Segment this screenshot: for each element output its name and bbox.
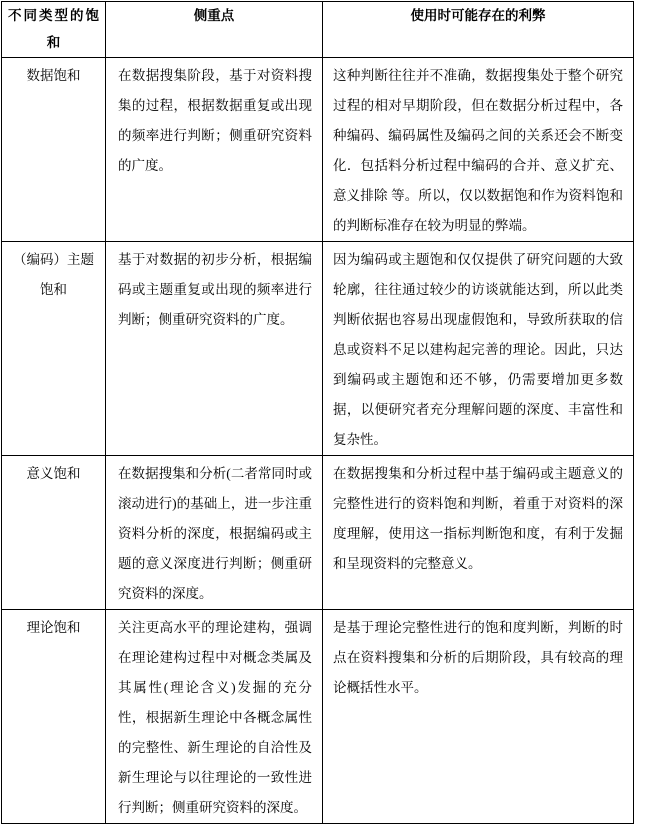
saturation-comparison-table: [1, 1, 634, 824]
column-header-type-label: 不同类型的饱和: [8, 8, 99, 50]
cell-focus-text: 基于对数据的初步分析，根据编码或主题重复或出现的频率进行判断；侧重研究资料的广度。: [118, 252, 312, 327]
cell-issue: [323, 456, 634, 610]
table-header: [2, 2, 634, 58]
table-row: [2, 242, 634, 456]
cell-issue-text: 是基于理论完整性进行的饱和度判断，判断的时点在资料搜集和分析的后期阶段，具有较高的理论概括性水平。: [333, 620, 623, 695]
table-row: [2, 58, 634, 242]
cell-type-text: 理论饱和: [26, 620, 81, 635]
column-header-issue-label: 使用时可能存在的利弊: [410, 8, 546, 23]
cell-issue: [323, 58, 634, 242]
cell-focus: [106, 58, 323, 242]
cell-type-text: （编码）主题饱和: [13, 252, 94, 297]
column-header-issue: [323, 2, 634, 58]
cell-issue: [323, 610, 634, 824]
column-header-focus: [106, 2, 323, 58]
column-header-type: [2, 2, 106, 58]
column-header-focus-label: 侧重点: [193, 8, 235, 23]
cell-issue-text: 这种判断往往并不准确，数据搜集处于整个研究过程的相对早期阶段，但在数据分析过程中，各种编码、编码属性及编码之间的关系还会不断变化．包括料分析过程中编码的合并、意义扩充、意义排除 等。所以，仅以数据饱和作为资料饱和的判断标准存在较为明显的弊端。: [333, 68, 623, 233]
cell-type: [2, 242, 106, 456]
document-page: [0, 1, 649, 815]
cell-focus: [106, 242, 323, 456]
cell-type: [2, 610, 106, 824]
cell-issue-text: 因为编码或主题饱和仅仅提供了研究问题的大致轮廓，往往通过较少的访谈就能达到，所以此类判断依据也容易出现虚假饱和，导致所获取的信息或资料不足以建构起完善的理论。因此，只达到编码或主题饱和还不够，仍需要增加更多数据，以便研究者充分理解问题的深度、丰富性和复杂性。: [333, 252, 623, 447]
cell-issue-text: 在数据搜集和分析过程中基于编码或主题意义的完整性进行的资料饱和判断，着重于对资料的深度理解，使用这一指标判断饱和度，有利于发掘和呈现资料的完整意义。: [333, 466, 623, 571]
cell-type: [2, 456, 106, 610]
cell-focus: [106, 456, 323, 610]
cell-focus-text: 在数据搜集和分析(二者常同时或滚动进行)的基础上，进一步注重资料分析的深度，根据编码或主题的意义深度进行判断；侧重研究资料的深度。: [118, 466, 312, 601]
cell-focus: [106, 610, 323, 824]
table-row: [2, 610, 634, 824]
cell-focus-text: 关注更高水平的理论建构，强调在理论建构过程中对概念类属及其属性(理论含义)发掘的充分性，根据新生理论中各概念属性的完整性、新生理论的自洽性及新生理论与以往理论的一致性进行判断；侧重研究资料的深度。: [118, 620, 312, 815]
cell-type: [2, 58, 106, 242]
table-body: [2, 58, 634, 824]
table-header-row: [2, 2, 634, 58]
cell-issue: [323, 242, 634, 456]
cell-type-text: 意义饱和: [26, 466, 81, 481]
cell-type-text: 数据饱和: [26, 68, 81, 83]
cell-focus-text: 在数据搜集阶段，基于对资料搜集的过程，根据数据重复或出现的频率进行判断；侧重研究资料的广度。: [118, 68, 312, 173]
table-row: [2, 456, 634, 610]
